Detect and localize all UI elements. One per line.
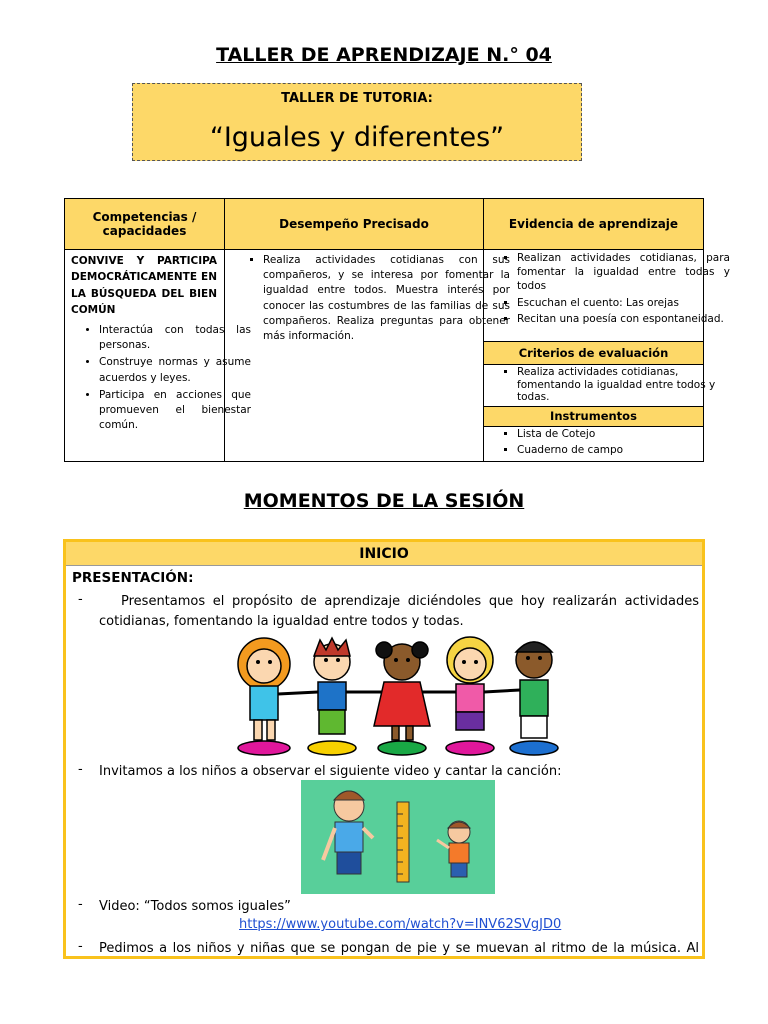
evidencias-list — [483, 251, 730, 328]
paragraph-video: Invitamos a los niños a observar el siguiente video y cantar la canción: — [99, 764, 562, 779]
list-item: ▪ Cuaderno de campo — [517, 444, 730, 458]
dash-marker: - — [78, 592, 83, 607]
list-item: ▪ Realiza actividades cotidianas con sus compañeros, y se interesa por fomentar la igualdad entre todos. Muestra interés por conocer las costumbres de las familias de sus compañeros. Realiza preguntas para obtener más información. — [263, 253, 510, 344]
dash-marker: - — [78, 939, 83, 954]
instrumentos-header: Instrumentos — [484, 406, 703, 427]
video-link[interactable]: https://www.youtube.com/watch?v=INV62SVgJD0 — [239, 917, 562, 932]
children-holding-hands-illustration — [234, 630, 574, 758]
list-item: ▪ Recitan una poesía con espontaneidad. — [517, 312, 730, 326]
desempeno-list — [229, 253, 510, 346]
list-item: • Participa en acciones que promueven el bienestar común. — [99, 388, 251, 434]
header-evidencia: Evidencia de aprendizaje — [484, 199, 703, 250]
paragraph-music: Pedimos a los niños y niñas que se pongan de pie y se muevan al ritmo de la música. Al — [99, 941, 699, 956]
presentacion-label: PRESENTACIÓN: — [72, 570, 194, 586]
criterios-header: Criterios de evaluación — [484, 341, 703, 365]
tutoria-label: TALLER DE TUTORIA: — [281, 91, 433, 106]
header-competencias: Competencias / capacidades — [65, 199, 225, 250]
competencia-text: CONVIVE Y PARTICIPA DEMOCRÁTICAMENTE EN LA BÚSQUEDA DEL BIEN COMÚN — [71, 255, 217, 316]
header-desempeno: Desempeño Precisado — [225, 199, 484, 250]
competency-table — [64, 198, 730, 462]
capacidades-list — [65, 323, 251, 436]
list-item: • Construye normas y asume acuerdos y leyes. — [99, 355, 251, 385]
inicio-header: INICIO — [66, 542, 702, 566]
video-thumbnail-illustration — [301, 780, 495, 894]
instrumentos-list — [483, 428, 730, 459]
list-item: ▪ Realiza actividades cotidianas, fomentando la igualdad entre todos y todas. — [517, 366, 730, 404]
session-title: MOMENTOS DE LA SESIÓN — [243, 490, 525, 512]
list-item: • Interactúa con todas las personas. — [99, 323, 251, 353]
main-title: TALLER DE APRENDIZAJE N.° 04 — [216, 44, 552, 66]
paragraph-proposito: Presentamos el propósito de aprendizaje diciéndoles que hoy realizarán actividades cotidianas, fomentando la igualdad entre todos y todas. — [99, 594, 699, 629]
tutoria-box — [132, 83, 582, 161]
list-item: ▪ Escuchan el cuento: Las orejas — [517, 296, 730, 310]
dash-marker: - — [78, 762, 83, 777]
tutoria-title: “Iguales y diferentes” — [209, 122, 505, 153]
video-title: Video: “Todos somos iguales” — [99, 899, 291, 914]
list-item: ▪ Realizan actividades cotidianas, para fomentar la igualdad entre todas y todos — [517, 251, 730, 294]
criterios-list — [483, 366, 730, 406]
dash-marker: - — [78, 897, 83, 912]
session-box — [63, 539, 705, 959]
list-item: ▪ Lista de Cotejo — [517, 428, 730, 442]
